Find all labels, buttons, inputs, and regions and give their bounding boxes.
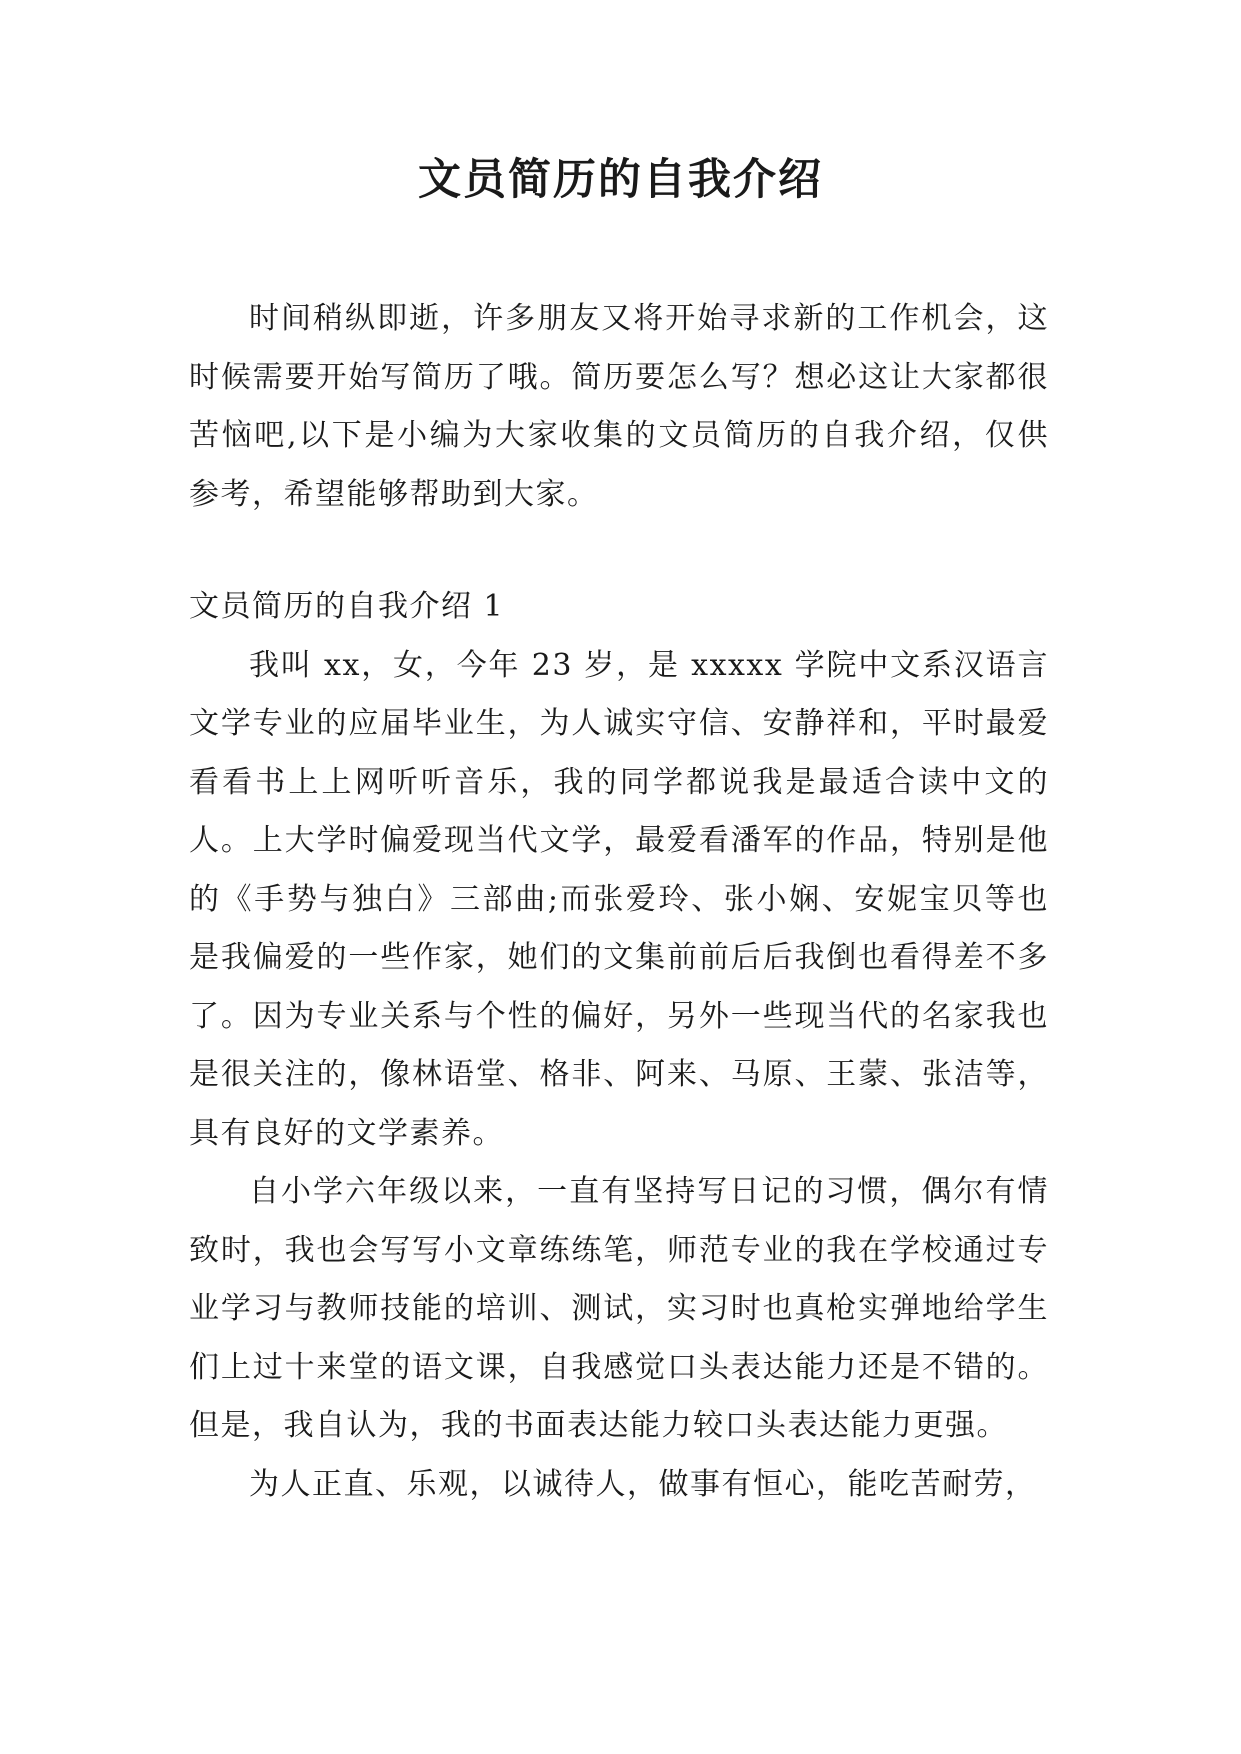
body-paragraph-2: 自小学六年级以来，一直有坚持写日记的习惯，偶尔有情致时，我也会写写小文章练练笔，师范专业的我在学校通过专业学习与教师技能的培训、测试，实习时也真枪实弹地给学生们上过十来堂的语文课，自我感觉口头表达能力还是不错的。但是，我自认为，我的书面表达能力较口头表达能力更强。: [189, 1174, 1049, 1443]
body-paragraph-1: 我叫 xx，女，今年 23 岁，是 xxxxx 学院中文系汉语言文学专业的应届毕业生，为人诚实守信、安静祥和，平时最爱看看书上上网听听音乐，我的同学都说我是最适合读中文的人。上大学时偏爱现当代文学，最爱看潘军的作品，特别是他的《手势与独白》三部曲;而张爱玲、张小娴、安妮宝贝等也是我偏爱的一些作家，她们的文集前前后后我倒也看得差不多了。因为专业关系与个性的偏好，另外一些现当代的名家我也是很关注的，像林语堂、格非、阿来、马原、王蒙、张洁等，具有良好的文学素养。: [189, 647, 1049, 1151]
section-heading: 文员简历的自我介绍 1: [189, 589, 505, 624]
body-paragraph-3: 为人正直、乐观，以诚待人，做事有恒心，能吃苦耐劳，: [249, 1466, 1037, 1502]
intro-paragraph: 时间稍纵即逝，许多朋友又将开始寻求新的工作机会，这时候需要开始写简历了哦。简历要怎么写？想必这让大家都很苦恼吧,以下是小编为大家收集的文员简历的自我介绍，仅供参考，希望能够帮助到大家。: [189, 301, 1049, 512]
section-1: [189, 578, 1049, 1514]
document-title: 文员简历的自我介绍: [418, 155, 823, 205]
intro-block: [189, 290, 1049, 524]
